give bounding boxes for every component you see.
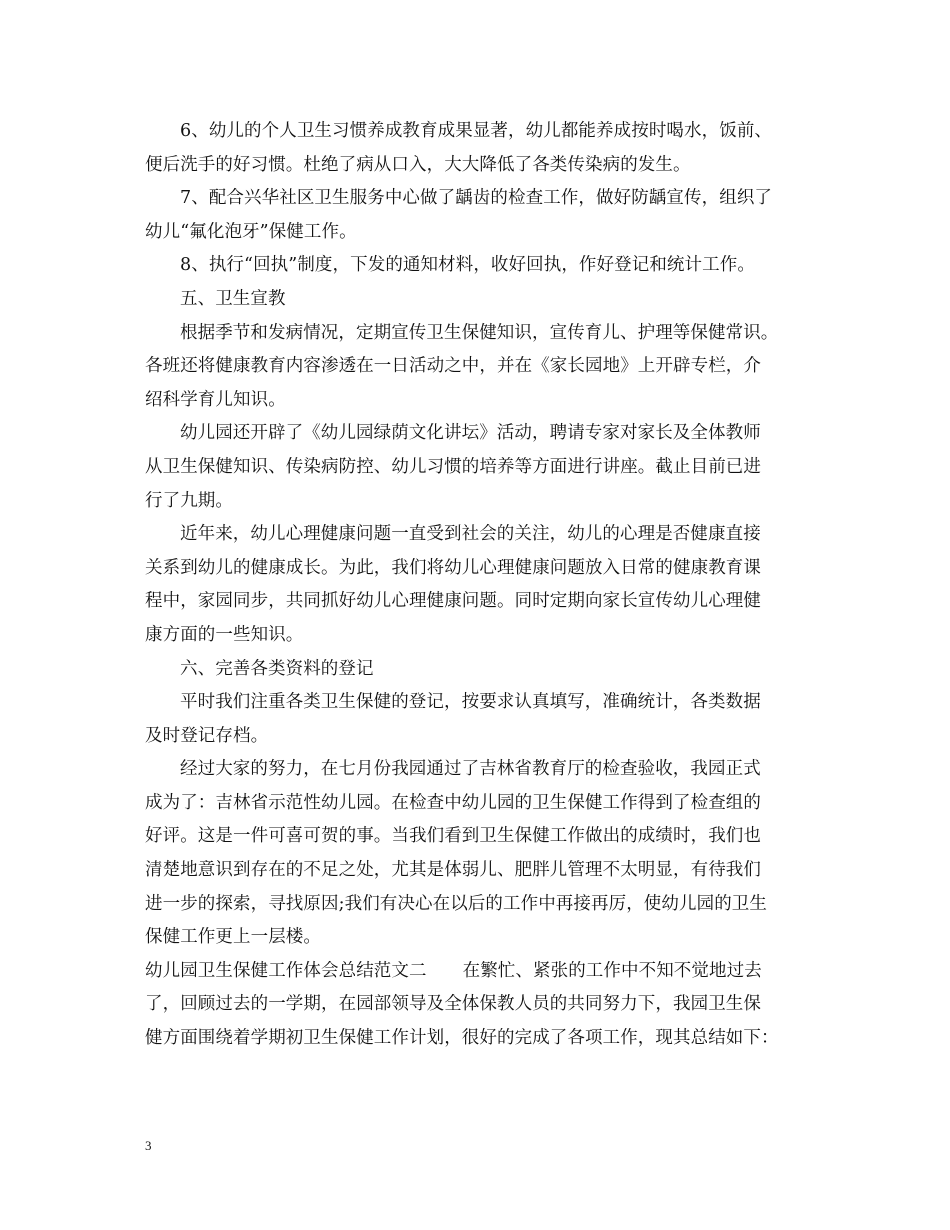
text-line: 从卫生保健知识、传染病防控、幼儿习惯的培养等方面进行讲座。截止目前已进 <box>145 456 761 477</box>
text-line: 关系到幼儿的健康成长。为此，我们将幼儿心理健康问题放入日常的健康教育课 <box>145 557 761 578</box>
text-line: 健方面围绕着学期初卫生保健工作计划，很好的完成了各项工作，现其总结如下： <box>145 1028 779 1049</box>
paragraph-records <box>145 686 807 753</box>
text-line: 8、执行“回执”制度，下发的通知材料，收好回执，作好登记和统计工作。 <box>180 255 755 276</box>
paragraph-item-6 <box>145 115 807 182</box>
text-line <box>145 955 807 989</box>
document-body <box>145 115 807 1056</box>
text-line: 康方面的一些知识。 <box>145 624 304 645</box>
paragraph-lecture <box>145 417 807 518</box>
text-line: 行了九期。 <box>145 490 233 511</box>
text-line: 根据季节和发病情况，定期宣传卫生保健知识，宣传育儿、护理等保健常识。 <box>180 322 779 343</box>
paragraph-item-7 <box>145 182 807 249</box>
text-line: 各班还将健康教育内容渗透在一日活动之中，并在《家长园地》上开辟专栏，介 <box>145 356 761 377</box>
text-line: 了，回顾过去的一学期，在园部领导及全体保教人员的共同努力下，我园卫生保 <box>145 994 761 1015</box>
text-line: 平时我们注重各类卫生保健的登记，按要求认真填写，准确统计，各类数据 <box>180 692 761 713</box>
paragraph-seasonal-publicity <box>145 317 807 418</box>
section-heading: 五、卫生宣教 <box>180 288 286 309</box>
text-line: 保健工作更上一层楼。 <box>145 927 321 948</box>
text-line: 6、幼儿的个人卫生习惯养成教育成果显著，幼儿都能养成按时喝水，饭前、 <box>180 121 773 141</box>
text-line: 进一步的探索，寻找原因;我们有决心在以后的工作中再接再厉，使幼儿园的卫生 <box>145 893 767 914</box>
sample-two-title: 幼儿园卫生保健工作体会总结范文二 <box>145 960 427 981</box>
page-number: 3 <box>145 1138 152 1153</box>
paragraph-item-8 <box>145 249 807 283</box>
text-line: 幼儿“氟化泡牙”保健工作。 <box>145 221 357 242</box>
text-line: 便后洗手的好习惯。杜绝了病从口入，大大降低了各类传染病的发生。 <box>145 154 691 175</box>
text-line: 及时登记存档。 <box>145 725 269 746</box>
paragraph-sample-two <box>145 955 807 1056</box>
text-line: 好评。这是一件可喜可贺的事。当我们看到卫生保健工作做出的成绩时，我们也 <box>145 826 761 847</box>
paragraph-mental-health <box>145 518 807 652</box>
text-line: 成为了：吉林省示范性幼儿园。在检查中幼儿园的卫生保健工作得到了检查组的 <box>145 792 761 813</box>
text-line: 近年来，幼儿心理健康问题一直受到社会的关注，幼儿的心理是否健康直接 <box>180 524 761 545</box>
text-line: 程中，家园同步，共同抓好幼儿心理健康问题。同时定期向家长宣传幼儿心理健 <box>145 591 761 612</box>
text-line: 幼儿园还开辟了《幼儿园绿荫文化讲坛》活动，聘请专家对家长及全体教师 <box>180 423 761 444</box>
text-line: 7、配合兴华社区卫生服务中心做了龋齿的检查工作，做好防龋宣传，组织了 <box>180 188 773 209</box>
text-line: 清楚地意识到存在的不足之处，尤其是体弱儿、肥胖儿管理不太明显，有待我们 <box>145 860 761 881</box>
sample-two-intro: 在繁忙、紧张的工作中不知不觉地过去 <box>462 960 762 981</box>
section-heading: 六、完善各类资料的登记 <box>180 658 374 679</box>
section-heading-health-education <box>145 283 807 317</box>
text-line: 绍科学育儿知识。 <box>145 389 286 410</box>
paragraph-effort <box>145 753 807 955</box>
text-line: 经过大家的努力，在七月份我园通过了吉林省教育厅的检查验收，我园正式 <box>180 759 761 780</box>
section-heading-records <box>145 653 807 687</box>
